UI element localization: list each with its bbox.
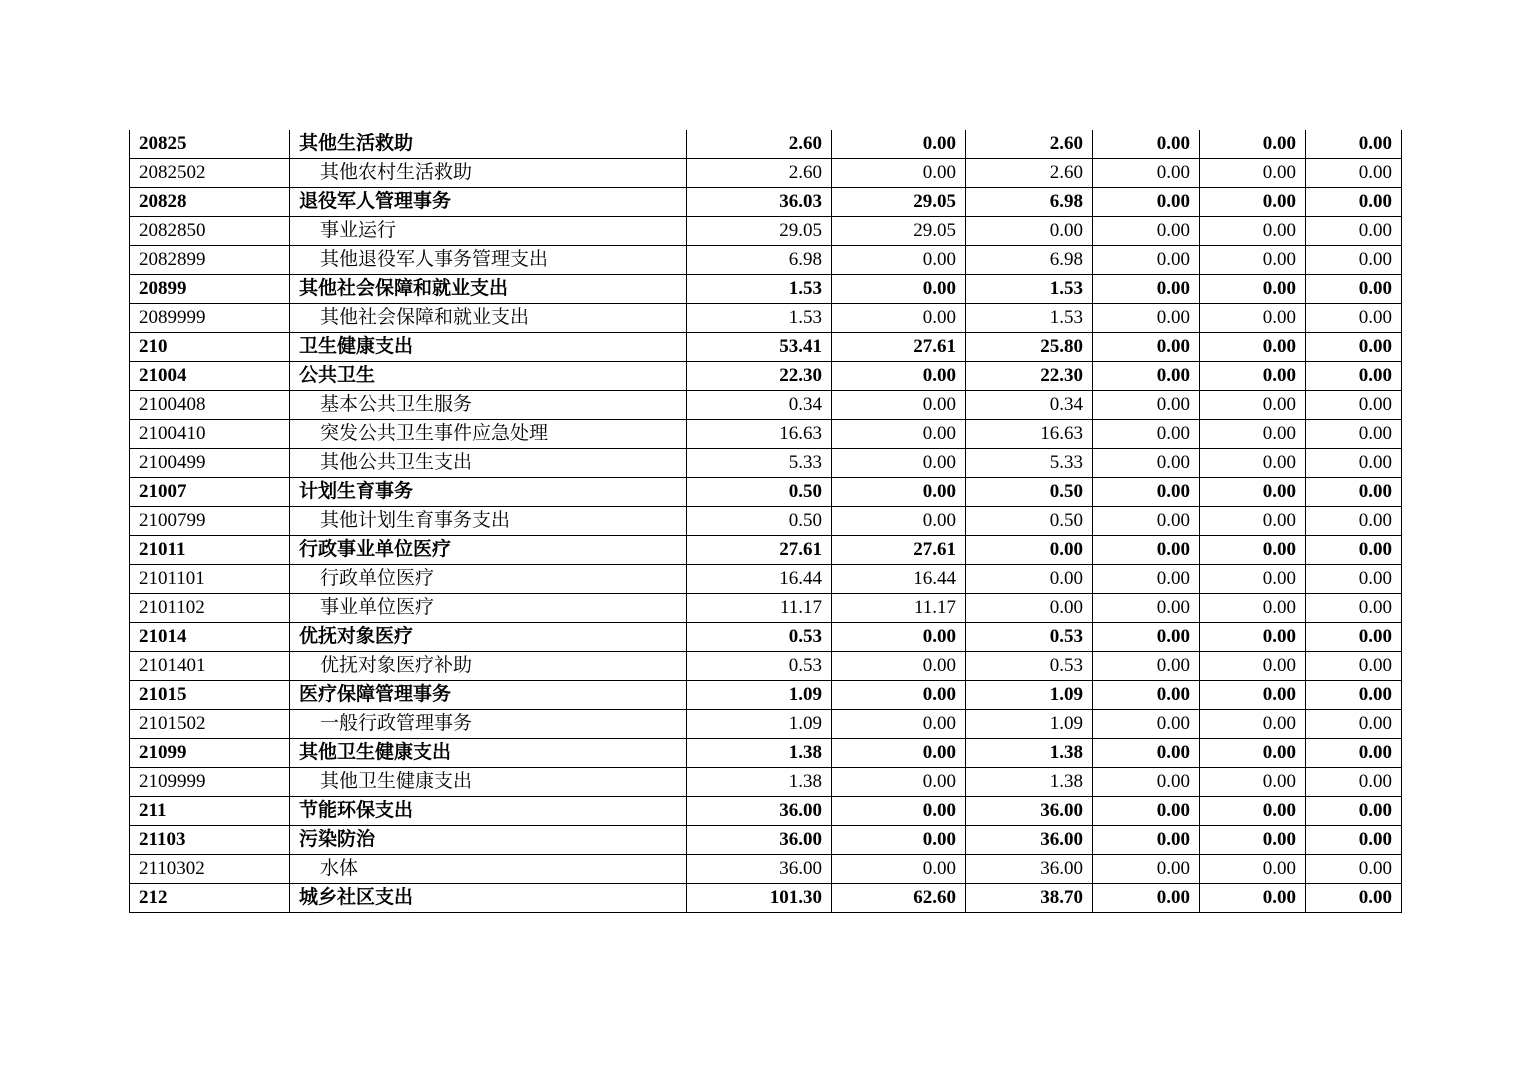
subject-code-cell: 2101101	[130, 565, 290, 594]
amount-cell: 27.61	[832, 333, 966, 362]
subject-code-cell: 210	[130, 333, 290, 362]
subject-name-cell: 基本公共卫生服务	[290, 391, 687, 420]
amount-cell: 27.61	[687, 536, 832, 565]
amount-cell: 0.00	[832, 855, 966, 884]
amount-cell: 0.00	[1093, 768, 1200, 797]
table-row	[130, 594, 1402, 623]
amount-cell: 53.41	[687, 333, 832, 362]
subject-name-cell: 其他退役军人事务管理支出	[290, 246, 687, 275]
table-row	[130, 333, 1402, 362]
amount-cell: 0.00	[1306, 478, 1402, 507]
subject-code-cell: 2101502	[130, 710, 290, 739]
subject-name-cell: 公共卫生	[290, 362, 687, 391]
table-body	[130, 130, 1402, 913]
amount-cell: 0.00	[832, 797, 966, 826]
amount-cell: 0.00	[1093, 246, 1200, 275]
amount-cell: 0.00	[1306, 797, 1402, 826]
amount-cell: 0.00	[1093, 565, 1200, 594]
amount-cell: 0.00	[1306, 768, 1402, 797]
amount-cell: 0.00	[1093, 652, 1200, 681]
amount-cell: 0.00	[832, 391, 966, 420]
amount-cell: 0.00	[1200, 565, 1306, 594]
amount-cell: 0.53	[687, 623, 832, 652]
amount-cell: 0.00	[1306, 681, 1402, 710]
amount-cell: 0.00	[966, 594, 1093, 623]
amount-cell: 0.00	[1306, 565, 1402, 594]
amount-cell: 0.00	[832, 507, 966, 536]
amount-cell: 2.60	[966, 130, 1093, 159]
amount-cell: 0.00	[1093, 884, 1200, 913]
amount-cell: 0.00	[1093, 391, 1200, 420]
amount-cell: 27.61	[832, 536, 966, 565]
amount-cell: 29.05	[832, 217, 966, 246]
table-row	[130, 391, 1402, 420]
amount-cell: 0.00	[1306, 159, 1402, 188]
amount-cell: 0.50	[687, 507, 832, 536]
amount-cell: 2.60	[687, 159, 832, 188]
amount-cell: 6.98	[966, 246, 1093, 275]
subject-code-cell: 2100410	[130, 420, 290, 449]
subject-code-cell: 2100499	[130, 449, 290, 478]
amount-cell: 5.33	[966, 449, 1093, 478]
amount-cell: 0.00	[1306, 217, 1402, 246]
table-row	[130, 275, 1402, 304]
amount-cell: 0.00	[1306, 652, 1402, 681]
amount-cell: 0.00	[1306, 855, 1402, 884]
subject-code-cell: 21014	[130, 623, 290, 652]
subject-code-cell: 2101102	[130, 594, 290, 623]
subject-name-cell: 一般行政管理事务	[290, 710, 687, 739]
subject-code-cell: 2082850	[130, 217, 290, 246]
amount-cell: 29.05	[832, 188, 966, 217]
amount-cell: 0.00	[1093, 304, 1200, 333]
subject-code-cell: 21011	[130, 536, 290, 565]
amount-cell: 0.00	[1093, 623, 1200, 652]
amount-cell: 0.00	[1200, 739, 1306, 768]
amount-cell: 1.38	[687, 739, 832, 768]
amount-cell: 1.38	[687, 768, 832, 797]
subject-code-cell: 21007	[130, 478, 290, 507]
amount-cell: 0.00	[1200, 710, 1306, 739]
amount-cell: 0.50	[966, 478, 1093, 507]
subject-code-cell: 20899	[130, 275, 290, 304]
amount-cell: 0.00	[1200, 797, 1306, 826]
subject-code-cell: 2109999	[130, 768, 290, 797]
amount-cell: 0.00	[966, 565, 1093, 594]
amount-cell: 0.00	[832, 478, 966, 507]
amount-cell: 0.00	[1093, 594, 1200, 623]
subject-code-cell: 2101401	[130, 652, 290, 681]
amount-cell: 1.09	[966, 681, 1093, 710]
table-row	[130, 478, 1402, 507]
subject-name-cell: 医疗保障管理事务	[290, 681, 687, 710]
amount-cell: 0.00	[1093, 159, 1200, 188]
subject-name-cell: 其他社会保障和就业支出	[290, 275, 687, 304]
subject-code-cell: 212	[130, 884, 290, 913]
amount-cell: 0.00	[1306, 623, 1402, 652]
amount-cell: 0.00	[1306, 594, 1402, 623]
amount-cell: 0.00	[1093, 130, 1200, 159]
amount-cell: 0.00	[1200, 594, 1306, 623]
table-row	[130, 449, 1402, 478]
amount-cell: 0.00	[1093, 420, 1200, 449]
amount-cell: 16.44	[687, 565, 832, 594]
subject-name-cell: 其他农村生活救助	[290, 159, 687, 188]
amount-cell: 1.09	[687, 710, 832, 739]
amount-cell: 36.00	[687, 826, 832, 855]
subject-name-cell: 事业单位医疗	[290, 594, 687, 623]
amount-cell: 0.00	[832, 275, 966, 304]
table-row	[130, 159, 1402, 188]
amount-cell: 0.00	[832, 159, 966, 188]
amount-cell: 0.00	[1093, 710, 1200, 739]
amount-cell: 0.00	[1200, 333, 1306, 362]
amount-cell: 0.00	[1200, 275, 1306, 304]
amount-cell: 0.00	[1306, 246, 1402, 275]
amount-cell: 22.30	[966, 362, 1093, 391]
subject-name-cell: 其他卫生健康支出	[290, 768, 687, 797]
subject-name-cell: 行政事业单位医疗	[290, 536, 687, 565]
subject-name-cell: 污染防治	[290, 826, 687, 855]
table-row	[130, 507, 1402, 536]
amount-cell: 0.00	[1306, 739, 1402, 768]
amount-cell: 0.00	[1200, 449, 1306, 478]
amount-cell: 0.00	[1306, 333, 1402, 362]
amount-cell: 0.00	[1200, 391, 1306, 420]
table-row	[130, 681, 1402, 710]
amount-cell: 0.00	[1093, 217, 1200, 246]
subject-name-cell: 事业运行	[290, 217, 687, 246]
subject-name-cell: 卫生健康支出	[290, 333, 687, 362]
amount-cell: 0.00	[1306, 507, 1402, 536]
amount-cell: 11.17	[687, 594, 832, 623]
budget-table	[129, 130, 1402, 913]
amount-cell: 1.53	[966, 275, 1093, 304]
subject-name-cell: 优抚对象医疗补助	[290, 652, 687, 681]
amount-cell: 0.00	[832, 768, 966, 797]
amount-cell: 0.00	[1200, 855, 1306, 884]
amount-cell: 11.17	[832, 594, 966, 623]
amount-cell: 36.03	[687, 188, 832, 217]
amount-cell: 0.00	[1200, 246, 1306, 275]
amount-cell: 0.00	[1093, 478, 1200, 507]
amount-cell: 0.00	[1093, 855, 1200, 884]
subject-code-cell: 21099	[130, 739, 290, 768]
amount-cell: 0.00	[1306, 449, 1402, 478]
amount-cell: 0.00	[832, 826, 966, 855]
amount-cell: 0.00	[1200, 826, 1306, 855]
table-row	[130, 130, 1402, 159]
amount-cell: 0.00	[1200, 478, 1306, 507]
table-row	[130, 739, 1402, 768]
amount-cell: 0.34	[966, 391, 1093, 420]
amount-cell: 0.50	[966, 507, 1093, 536]
amount-cell: 5.33	[687, 449, 832, 478]
amount-cell: 0.00	[1200, 884, 1306, 913]
amount-cell: 0.00	[1306, 188, 1402, 217]
subject-name-cell: 其他生活救助	[290, 130, 687, 159]
amount-cell: 0.53	[966, 623, 1093, 652]
amount-cell: 0.00	[832, 420, 966, 449]
amount-cell: 0.00	[832, 681, 966, 710]
amount-cell: 0.00	[1306, 536, 1402, 565]
amount-cell: 2.60	[687, 130, 832, 159]
amount-cell: 0.00	[966, 217, 1093, 246]
amount-cell: 2.60	[966, 159, 1093, 188]
amount-cell: 0.00	[1200, 304, 1306, 333]
amount-cell: 0.53	[687, 652, 832, 681]
subject-name-cell: 计划生育事务	[290, 478, 687, 507]
subject-name-cell: 水体	[290, 855, 687, 884]
table-row	[130, 884, 1402, 913]
table-row	[130, 188, 1402, 217]
amount-cell: 0.00	[1200, 768, 1306, 797]
subject-code-cell: 2110302	[130, 855, 290, 884]
amount-cell: 0.00	[1200, 130, 1306, 159]
amount-cell: 0.00	[1200, 188, 1306, 217]
amount-cell: 0.00	[1200, 420, 1306, 449]
amount-cell: 0.00	[1306, 420, 1402, 449]
amount-cell: 0.00	[1200, 217, 1306, 246]
subject-code-cell: 21103	[130, 826, 290, 855]
amount-cell: 0.00	[1093, 449, 1200, 478]
amount-cell: 38.70	[966, 884, 1093, 913]
amount-cell: 0.34	[687, 391, 832, 420]
amount-cell: 0.00	[1093, 826, 1200, 855]
amount-cell: 36.00	[966, 797, 1093, 826]
amount-cell: 36.00	[966, 826, 1093, 855]
subject-name-cell: 行政单位医疗	[290, 565, 687, 594]
amount-cell: 0.00	[1306, 304, 1402, 333]
subject-code-cell: 20828	[130, 188, 290, 217]
amount-cell: 0.00	[1093, 536, 1200, 565]
subject-code-cell: 211	[130, 797, 290, 826]
amount-cell: 0.00	[1093, 275, 1200, 304]
subject-code-cell: 2082502	[130, 159, 290, 188]
amount-cell: 0.00	[832, 739, 966, 768]
amount-cell: 1.53	[687, 275, 832, 304]
amount-cell: 0.00	[1200, 652, 1306, 681]
amount-cell: 0.00	[832, 246, 966, 275]
subject-code-cell: 2100799	[130, 507, 290, 536]
subject-name-cell: 突发公共卫生事件应急处理	[290, 420, 687, 449]
amount-cell: 16.63	[966, 420, 1093, 449]
subject-code-cell: 2089999	[130, 304, 290, 333]
amount-cell: 0.00	[1200, 362, 1306, 391]
amount-cell: 0.00	[832, 623, 966, 652]
amount-cell: 0.00	[1200, 159, 1306, 188]
amount-cell: 0.00	[966, 536, 1093, 565]
amount-cell: 0.00	[832, 130, 966, 159]
subject-code-cell: 20825	[130, 130, 290, 159]
amount-cell: 25.80	[966, 333, 1093, 362]
amount-cell: 0.50	[687, 478, 832, 507]
amount-cell: 0.00	[1200, 536, 1306, 565]
amount-cell: 0.00	[1093, 739, 1200, 768]
amount-cell: 0.00	[832, 304, 966, 333]
amount-cell: 0.00	[1093, 333, 1200, 362]
table-row	[130, 768, 1402, 797]
amount-cell: 0.53	[966, 652, 1093, 681]
amount-cell: 0.00	[1200, 681, 1306, 710]
amount-cell: 0.00	[1093, 797, 1200, 826]
table-row	[130, 420, 1402, 449]
amount-cell: 0.00	[1306, 362, 1402, 391]
subject-name-cell: 城乡社区支出	[290, 884, 687, 913]
amount-cell: 0.00	[1200, 623, 1306, 652]
table-row	[130, 826, 1402, 855]
subject-name-cell: 优抚对象医疗	[290, 623, 687, 652]
amount-cell: 1.09	[687, 681, 832, 710]
table-row	[130, 652, 1402, 681]
amount-cell: 1.53	[966, 304, 1093, 333]
amount-cell: 16.63	[687, 420, 832, 449]
amount-cell: 0.00	[832, 449, 966, 478]
amount-cell: 0.00	[1306, 130, 1402, 159]
amount-cell: 29.05	[687, 217, 832, 246]
table-row	[130, 217, 1402, 246]
subject-name-cell: 其他社会保障和就业支出	[290, 304, 687, 333]
amount-cell: 36.00	[966, 855, 1093, 884]
subject-code-cell: 21015	[130, 681, 290, 710]
amount-cell: 6.98	[687, 246, 832, 275]
amount-cell: 101.30	[687, 884, 832, 913]
subject-name-cell: 其他公共卫生支出	[290, 449, 687, 478]
table-row	[130, 246, 1402, 275]
table-row	[130, 855, 1402, 884]
subject-code-cell: 21004	[130, 362, 290, 391]
amount-cell: 0.00	[1093, 681, 1200, 710]
amount-cell: 0.00	[832, 362, 966, 391]
subject-name-cell: 节能环保支出	[290, 797, 687, 826]
subject-name-cell: 其他计划生育事务支出	[290, 507, 687, 536]
table-row	[130, 710, 1402, 739]
amount-cell: 0.00	[1306, 275, 1402, 304]
amount-cell: 0.00	[1093, 507, 1200, 536]
amount-cell: 36.00	[687, 797, 832, 826]
amount-cell: 0.00	[1093, 362, 1200, 391]
table-row	[130, 797, 1402, 826]
subject-name-cell: 其他卫生健康支出	[290, 739, 687, 768]
amount-cell: 1.38	[966, 739, 1093, 768]
amount-cell: 0.00	[1200, 507, 1306, 536]
amount-cell: 36.00	[687, 855, 832, 884]
amount-cell: 1.38	[966, 768, 1093, 797]
table-row	[130, 623, 1402, 652]
amount-cell: 0.00	[832, 710, 966, 739]
amount-cell: 0.00	[1306, 391, 1402, 420]
amount-cell: 1.09	[966, 710, 1093, 739]
amount-cell: 0.00	[832, 652, 966, 681]
amount-cell: 0.00	[1093, 188, 1200, 217]
table-row	[130, 362, 1402, 391]
amount-cell: 0.00	[1306, 710, 1402, 739]
subject-code-cell: 2082899	[130, 246, 290, 275]
amount-cell: 62.60	[832, 884, 966, 913]
table-row	[130, 565, 1402, 594]
amount-cell: 16.44	[832, 565, 966, 594]
amount-cell: 0.00	[1306, 884, 1402, 913]
amount-cell: 1.53	[687, 304, 832, 333]
subject-name-cell: 退役军人管理事务	[290, 188, 687, 217]
amount-cell: 22.30	[687, 362, 832, 391]
table-row	[130, 536, 1402, 565]
table-row	[130, 304, 1402, 333]
subject-code-cell: 2100408	[130, 391, 290, 420]
amount-cell: 6.98	[966, 188, 1093, 217]
amount-cell: 0.00	[1306, 826, 1402, 855]
